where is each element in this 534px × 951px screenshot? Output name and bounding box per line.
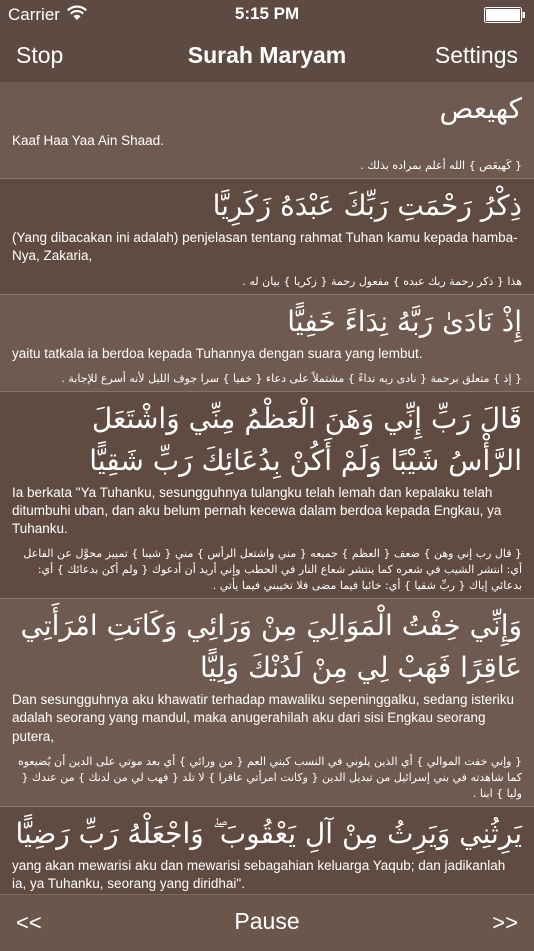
verse-item[interactable] <box>0 295 534 392</box>
verse-arabic: كهيعص <box>439 92 522 125</box>
verse-tafsir: { كَهيعَص } الله أعلم بمراده بذلك . <box>360 159 522 173</box>
pause-button[interactable]: Pause <box>234 908 300 934</box>
settings-button[interactable]: Settings <box>434 42 518 68</box>
verse-tafsir: هذا { ذكر رحمة ربك عبده } مفعول رحمة { زكريا } بيان له . <box>242 274 522 288</box>
verse-item[interactable] <box>0 599 534 806</box>
verse-item[interactable] <box>0 392 534 599</box>
verse-item[interactable] <box>0 179 534 294</box>
verse-translation: Dan sesungguhnya aku khawatir terhadap mawaliku sepeninggalku, sedang isteriku adalah seorang yang mandul, maka anugerahilah aku dari sisi Engkau seorang putera, <box>12 692 515 744</box>
next-button[interactable]: >> <box>492 910 518 935</box>
carrier-label: Carrier <box>8 5 60 24</box>
verse-tafsir: { قال رب إني وهن } ضعف { العظم } جميعه { مني واشتعل الرأس } مني { شيبا } تمييز محوَّل عن الفاعل أي: انتشر الشيب في شعره كما ينتشر شعاع النار في الحطب وإني أريد أن أدعوك { ولم أكن بدعائك } أي: بدعائي إياك { ربِّ شقيا } أي: خائبا فيما مضى فلا تخيبني فيما يأتي . <box>23 547 522 593</box>
verse-translation: yang akan mewarisi aku dan mewarisi sebagahian keluarga Yaqub; dan jadikanlah ia, ya Tuhanku, seorang yang diridhai". <box>12 857 506 891</box>
clock: 5:15 PM <box>234 4 300 23</box>
verse-translation: Kaaf Haa Yaa Ain Shaad. <box>12 133 164 148</box>
verse-item[interactable] <box>0 807 534 894</box>
battery-icon <box>484 7 526 23</box>
verse-arabic: وَإِنِّي خِفْتُ الْمَوَالِيَ مِنْ وَرَائِي وَكَانَتِ امْرَأَتِي عَاقِرًا فَهَبْ لِي مِنْ لَدُنْكَ وَلِيًّا <box>20 609 522 685</box>
navigation-bar <box>0 28 534 82</box>
verse-tafsir: { وإني خفت الموالي } أي الذين يلوني في النسب كبني العم { من ورائي } أي بعد موتي على الدين أن يُضيعوه كما شاهدته في بني إسرائيل من تبديل الدين { وكانت امرأتي عاقرا } لا تلد { فهب لي من لدنك } من عندك { وليا } ابنا . <box>17 754 522 800</box>
verse-arabic: قَالَ رَبِّ إِنِّي وَهَنَ الْعَظْمُ مِنِّي وَاشْتَعَلَ الرَّأْسُ شَيْبًا وَلَمْ أَكُنْ بِدُعَائِكَ رَبِّ شَقِيًّا <box>89 401 522 477</box>
verse-translation: (Yang dibacakan ini adalah) penjelasan tentang rahmat Tuhan kamu kepada hamba-Nya, Zakaria, <box>12 230 518 264</box>
verse-tafsir: { إذ } متعلق برحمة { نادى ربه نداءً } مشتملاً على دعاء { خفيا } سرا جوف الليل لأنه أسرع للإجابة . <box>61 371 522 385</box>
stop-button[interactable]: Stop <box>16 42 64 68</box>
verse-translation: yaitu tatkala ia berdoa kepada Tuhannya dengan suara yang lembut. <box>12 345 423 361</box>
verse-arabic: إِذْ نَادَىٰ رَبَّهُ نِدَاءً خَفِيًّا <box>287 304 522 338</box>
verse-translation: Ia berkata "Ya Tuhanku, sesungguhnya tulangku telah lemah dan kepalaku telah ditumbuhi uban, dan aku belum pernah kecewa dalam berdoa kepada Engkau, ya Tuhanku. <box>12 484 502 537</box>
previous-button[interactable]: << <box>16 910 42 935</box>
verse-arabic: ذِكْرُ رَحْمَتِ رَبِّكَ عَبْدَهُ زَكَرِيَّا <box>212 189 522 223</box>
verse-arabic: يَرِثُنِي وَيَرِثُ مِنْ آلِ يَعْقُوبَ ۖ وَاجْعَلْهُ رَبِّ رَضِيًّا <box>15 816 522 850</box>
verse-list[interactable] <box>0 82 534 894</box>
status-bar <box>0 0 534 28</box>
verse-item[interactable] <box>0 82 534 179</box>
playback-toolbar <box>0 894 534 951</box>
page-title: Surah Maryam <box>187 42 347 68</box>
